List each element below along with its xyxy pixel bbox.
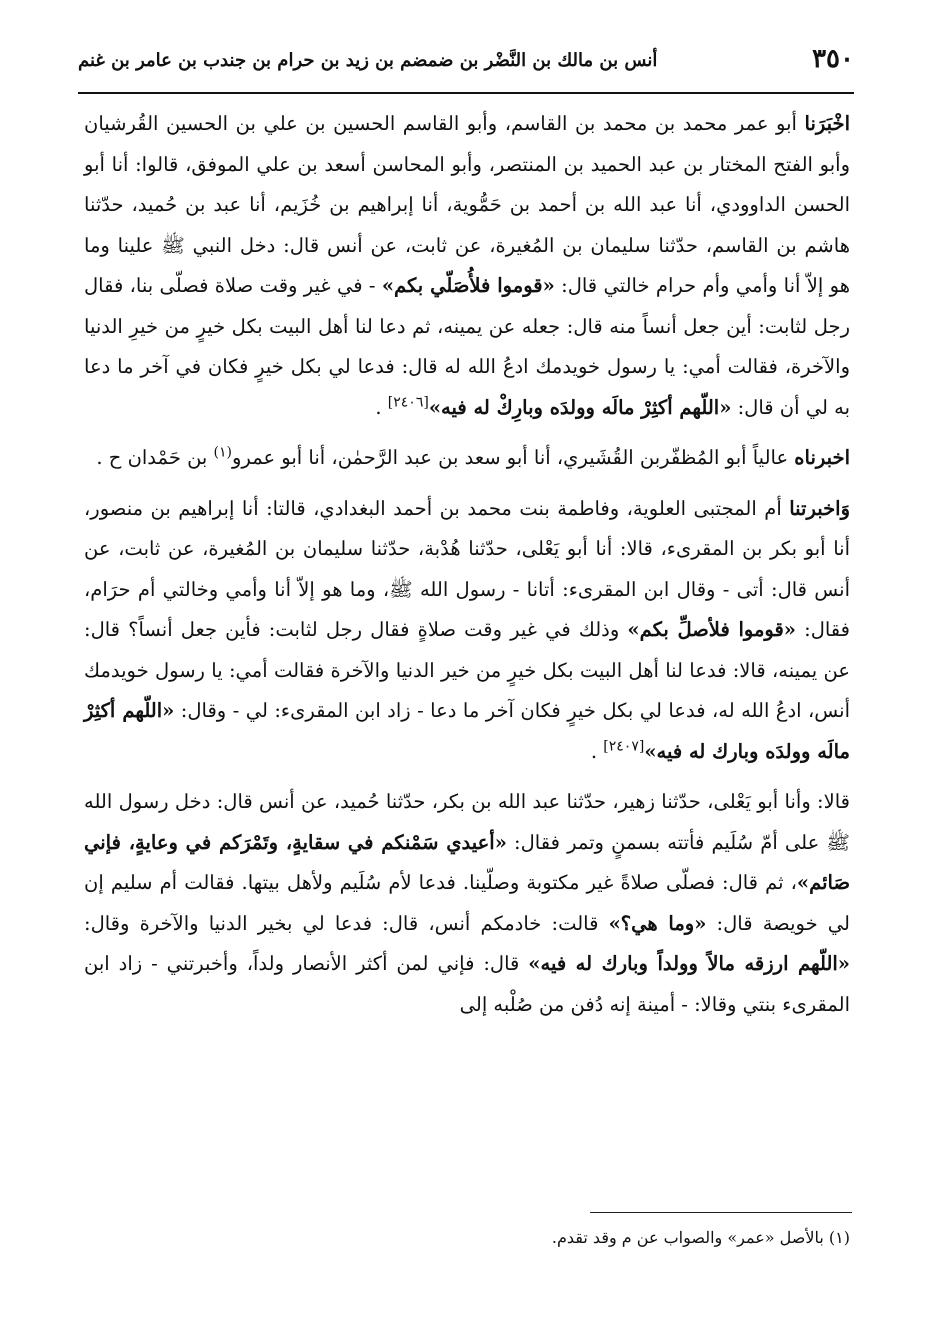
footnote-marker: (١)	[213, 444, 233, 461]
paragraph-text: ، ثم قال: فصلّى صلاةً غير مكتوبة وصلّينا. فدعا لأم سُلَيم ولأهل بيتها. فقالت أم سليم إن لي خويصة قال:	[84, 871, 850, 935]
paragraph-end: .	[375, 395, 388, 419]
running-title: أنس بن مالك بن النَّضْر بن ضمضم بن زيد بن حرام بن جندب بن عامر بن غنم	[78, 50, 658, 71]
footnote-rule	[590, 1212, 852, 1213]
header-rule	[78, 92, 854, 94]
paragraph-3	[84, 489, 850, 773]
footnote	[84, 1226, 850, 1250]
paragraph-text: قال: فإني لمن أكثر الأنصار ولداً، وأخبرتني - زاد ابن المقرىء بنتي وقالا: - أمينة إنه دُفن من صُلْبه إلى	[84, 952, 850, 1016]
paragraph-text: أبو عمر محمد بن محمد بن القاسم، وأبو القاسم الحسين بن علي بن الحسين القُرشيان وأبو الفتح المختار بن عبد الحميد بن المنتصر، وأبو المحاسن أسعد بن علي الموفق، قالوا: أنا أبو الحسن الداوودي، أنا عبد الله بن أحمد بن حَمُّوية، أنا إبراهيم بن خُزَيم، أنا عبد بن حُميد، حدّثنا هاشم بن القاسم، حدّثنا سليمان بن المُغيرة، عن ثابت، عن أنس قال: دخل النبي ﷺ علينا وما هو إلاّ أنا وأمي وأم حرام خالتي قال:	[84, 112, 851, 297]
paragraph-text: عالياً أبو المُظفّربن القُشَيري، أنا أبو سعد بن عبد الرَّحمٰن، أنا أبو عمرو	[232, 446, 795, 469]
paragraph-text: أم المجتبى العلوية، وفاطمة بنت محمد بن أحمد البغدادي، قالتا: أنا إبراهيم بن منصور، أنا أبو بكر بن المقرىء، قالا: أنا أبو يَعْلى، حدّثنا هُدْبة، حدّثنا سليمان بن المُغيرة، عن ثابت، عن أنس قال: أتى - وقال ابن المقرىء: أتانا - رسول الله ﷺ، وما هو إلاّ أنا وأمي وخالتي أم حرَام، فقال:	[84, 496, 850, 641]
hadith-quote: «اللّهم أكثِرْ مالَه وولدَه وبارك له فيه»	[84, 699, 850, 763]
hadith-quote: «اللّهم ارزقه مالاً وولداً وبارك له فيه»	[528, 952, 850, 975]
paragraph-text: قالت: خادمكم أنس، قال: فدعا لي بخير الدنيا والآخرة وقال:	[84, 911, 609, 935]
paragraph-2	[84, 438, 850, 479]
hadith-quote: «وما هي؟»	[608, 911, 707, 935]
footnote-text: بالأصل «عمر» والصواب عن م وقد تقدم.	[551, 1228, 824, 1247]
hadith-quote: «أعيدي سَمْنكم في سقايةٍ، وتَمْرَكم في وعايةٍ، فإني صَائم»	[84, 830, 850, 894]
hadith-quote: «قوموا فلأُصَلّي بكم»	[381, 274, 555, 297]
paragraph-4	[84, 782, 850, 1025]
paragraph-text: - في غير وقت صلاة فصلّى بنا، فقال رجل لثابت: أين جعل أنساً منه قال: جعله عن يمينه، ثم دعا لنا أهل البيت بكل خيرٍ من خيرِ الدنيا والآخرة، فقالت أمي: يا رسول خويدمك ادعُ الله له قال: فدعا لي بكل خيرٍ فكان في آخر ما دعا به لي أن قال:	[84, 274, 850, 419]
paragraph-lead: اخْبَرَنا	[804, 112, 850, 135]
main-text	[84, 104, 850, 1035]
page-header	[78, 40, 854, 84]
hadith-quote: «اللّهم أكثِرْ مالَه وولدَه وبارِكْ له فيه»	[428, 395, 732, 419]
page-number: ٣٥٠	[812, 44, 854, 74]
paragraph-lead: اخبرناه	[794, 446, 850, 469]
hadith-number: [٢٤٠٦]	[387, 394, 429, 410]
paragraph-text: قالا: وأنا أبو يَعْلى، حدّثنا زهير، حدّثنا عبد الله بن بكر، حدّثنا حُميد، عن أنس قال: دخل رسول الله ﷺ على أمّ سُلَيم فأتته بسمنٍ وتمر فقال:	[84, 790, 850, 854]
hadith-number: [٢٤٠٧]	[603, 738, 645, 754]
paragraph-end: .	[590, 739, 604, 763]
paragraph-1	[84, 104, 850, 428]
paragraph-text: وذلك في غير وقت صلاةٍ فقال رجل لثابت: فأين جعل أنساً؟ قال: عن يمينه، قالا: فدعا لنا أهل البيت بكل خيرٍ من خير الدنيا والآخرة فقالت أمي: يا رسول خويدمك أنس، ادعُ الله له، فدعا لي بكل خيرٍ فكان آخر ما دعا - زاد ابن المقرىء: لي - وقال:	[84, 618, 850, 722]
paragraph-lead: وَاخبرتنا	[789, 496, 850, 520]
footnote-number: (١)	[828, 1228, 850, 1247]
hadith-quote: «قوموا فلأصلِّ بكم»	[627, 618, 796, 641]
paragraph-text: بن حَمْدان ح .	[96, 446, 214, 469]
